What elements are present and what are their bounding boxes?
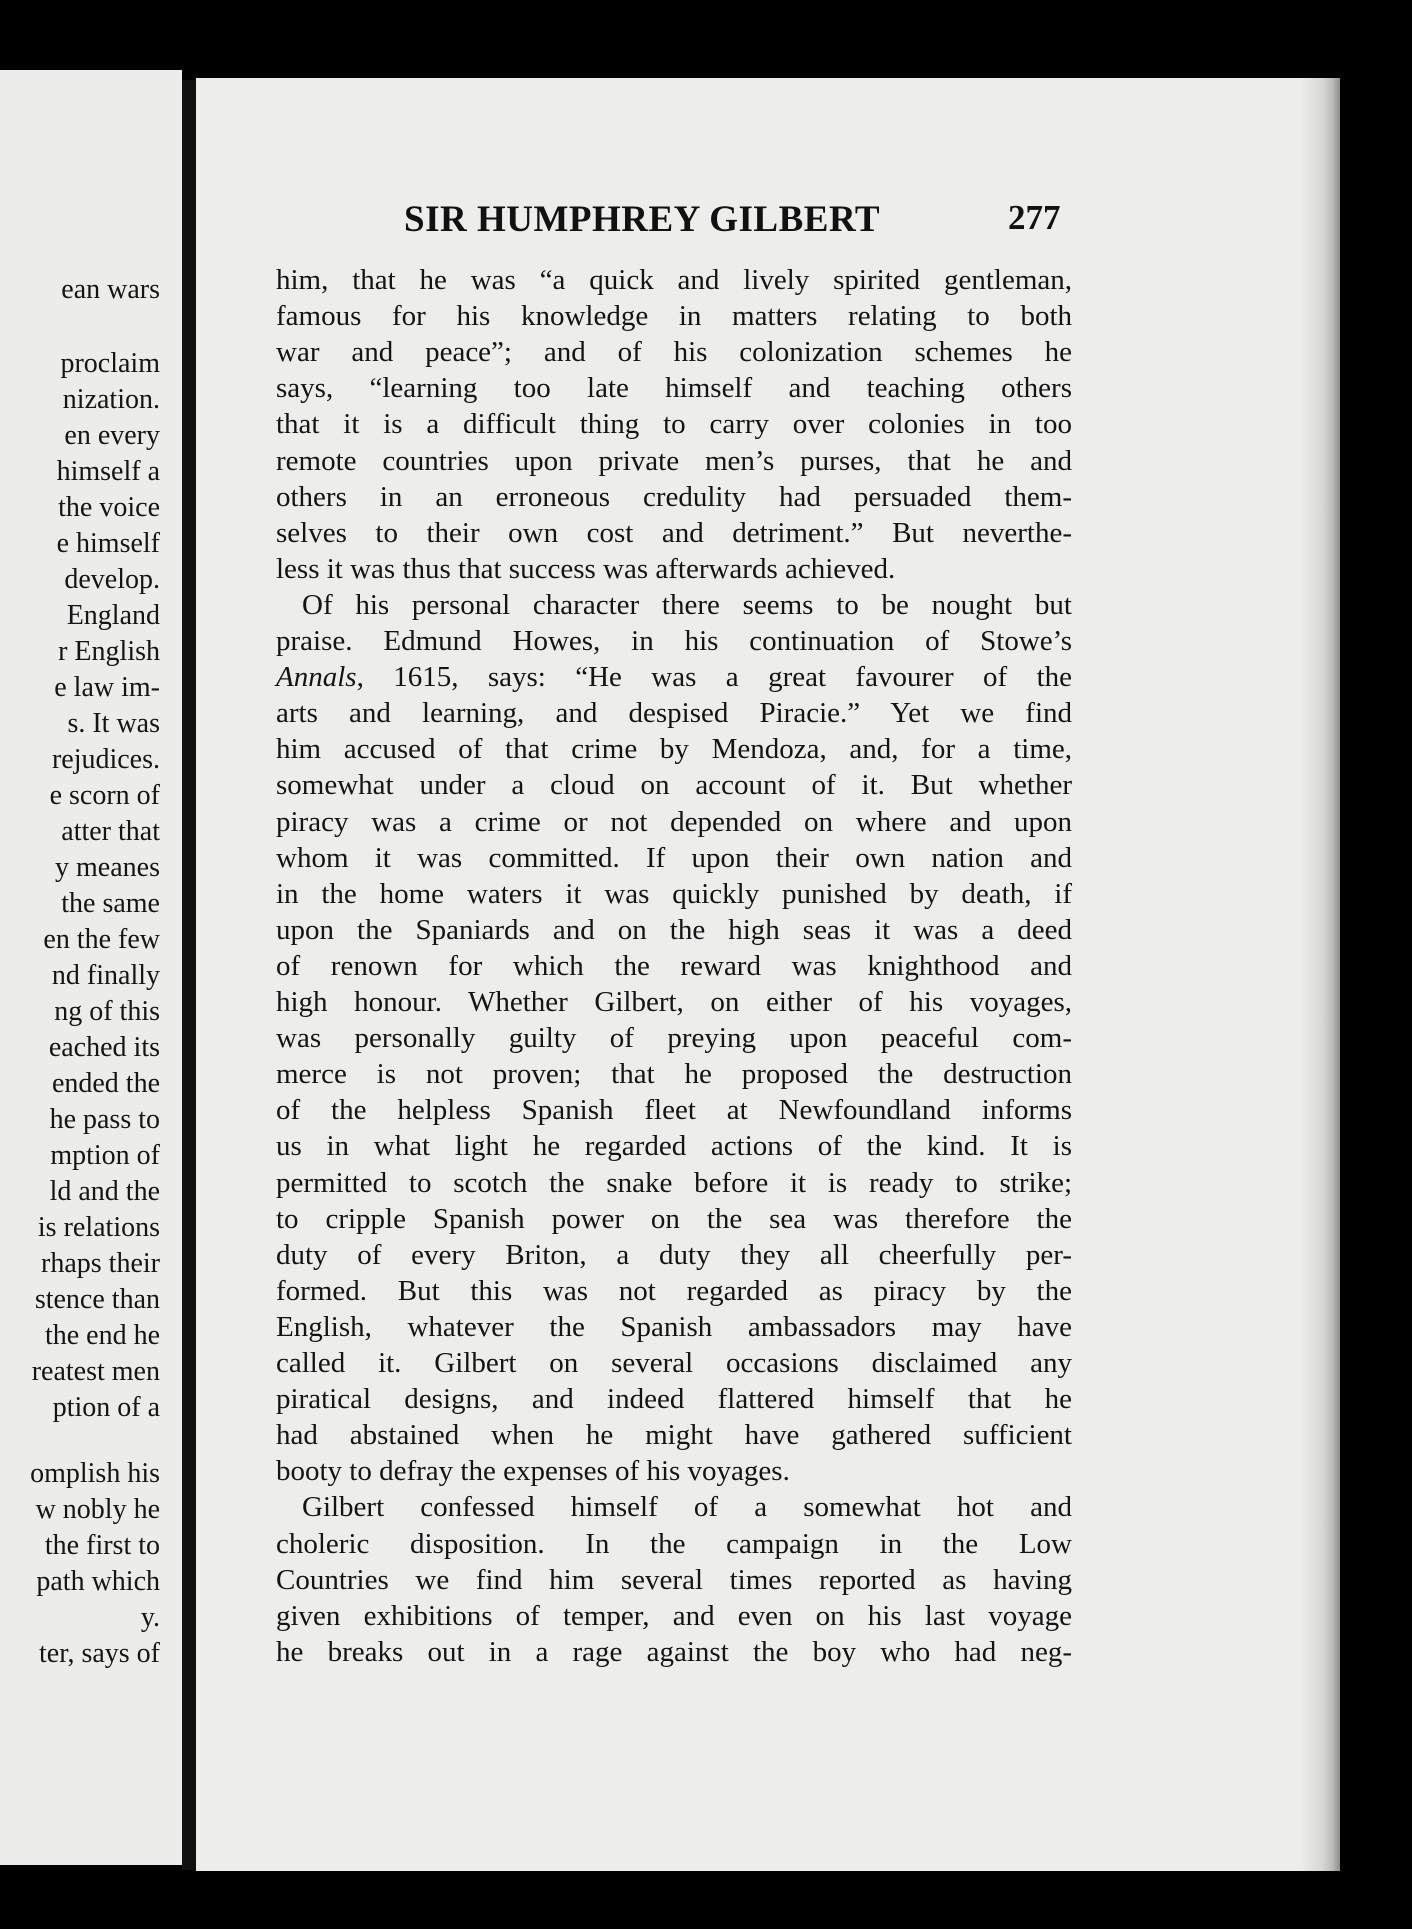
body-line: piracy was a crime or not depended on where and upon [276, 806, 1072, 838]
left-page-line: nization. [62, 384, 160, 415]
left-page-line: England [66, 600, 160, 631]
body-line: merce is not proven; that he proposed the destruction [276, 1058, 1072, 1090]
left-page-line: the same [61, 888, 160, 919]
body-line: high honour. Whether Gilbert, on either of his voyages, [276, 986, 1072, 1018]
body-line: that it is a difficult thing to carry over colonies in too [276, 408, 1072, 440]
body-line: says, “learning too late himself and teaching others [276, 372, 1072, 404]
left-page-line: stence than [34, 1284, 160, 1315]
body-line: of renown for which the reward was knighthood and [276, 950, 1072, 982]
left-page-line: en every [64, 420, 160, 451]
body-line: permitted to scotch the snake before it is ready to strike; [276, 1167, 1072, 1199]
left-page-line: omplish his [30, 1458, 160, 1489]
left-page-line: atter that [61, 816, 160, 847]
body-line: war and peace”; and of his colonization schemes he [276, 336, 1072, 368]
body-line: praise. Edmund Howes, in his continuation of Stowe’s [276, 625, 1072, 657]
left-page-line: himself a [56, 456, 160, 487]
left-page-line: eached its [48, 1032, 160, 1063]
body-line: whom it was committed. If upon their own nation and [276, 842, 1072, 874]
left-page-line: reatest men [31, 1356, 160, 1387]
left-page-fragment [0, 70, 182, 1865]
left-page-line: the end he [44, 1320, 160, 1351]
running-header: SIR HUMPHREY GILBERT [404, 199, 881, 240]
body-line: of the helpless Spanish fleet at Newfoundland informs [276, 1094, 1072, 1126]
body-line: piratical designs, and indeed flattered himself that he [276, 1383, 1072, 1415]
left-page-line: rhaps their [41, 1248, 160, 1279]
body-line: somewhat under a cloud on account of it. But whether [276, 769, 1072, 801]
left-page-line: ended the [51, 1068, 160, 1099]
left-page-line: e law im- [54, 672, 160, 703]
left-page-line: develop. [64, 564, 160, 595]
body-line: he breaks out in a rage against the boy who had neg- [276, 1636, 1072, 1668]
body-line: in the home waters it was quickly punished by death, if [276, 878, 1072, 910]
body-line: given exhibitions of temper, and even on his last voyage [276, 1600, 1072, 1632]
body-line: upon the Spaniards and on the high seas it was a deed [276, 914, 1072, 946]
left-page-line: e scorn of [49, 780, 160, 811]
left-page-line: ng of this [54, 996, 160, 1027]
body-line: called it. Gilbert on several occasions disclaimed any [276, 1347, 1072, 1379]
left-page-line: ean wars [61, 274, 160, 305]
left-page-line: r English [58, 636, 160, 667]
body-line: booty to defray the expenses of his voyages. [276, 1455, 790, 1487]
page-edge-shadow [1300, 78, 1340, 1871]
body-line: to cripple Spanish power on the sea was therefore the [276, 1203, 1072, 1235]
left-page-line: ld and the [49, 1176, 160, 1207]
body-line: duty of every Briton, a duty they all cheerfully per- [276, 1239, 1072, 1271]
body-line: English, whatever the Spanish ambassadors may have [276, 1311, 1072, 1343]
body-line: arts and learning, and despised Piracie.” Yet we find [276, 697, 1072, 729]
left-page-line: w nobly he [35, 1494, 160, 1525]
body-line: us in what light he regarded actions of the kind. It is [276, 1130, 1072, 1162]
left-page-line: rejudices. [51, 744, 160, 775]
left-page-line: proclaim [60, 348, 160, 379]
left-page-line: the voice [58, 492, 160, 523]
left-page-line: path which [36, 1566, 160, 1597]
left-page-line: mption of [50, 1140, 160, 1171]
left-page-line: y. [140, 1602, 160, 1633]
left-page-line: is relations [37, 1212, 160, 1243]
left-page-line: en the few [43, 924, 160, 955]
left-page-line: s. It was [67, 708, 160, 739]
body-line: Of his personal character there seems to be nought but [302, 589, 1072, 621]
left-page-line: ter, says of [39, 1638, 160, 1669]
page-number: 277 [1008, 198, 1061, 237]
left-page-line: he pass to [49, 1104, 160, 1135]
body-line: choleric disposition. In the campaign in the Low [276, 1528, 1072, 1560]
left-page-line: e himself [56, 528, 160, 559]
left-page-line: y meanes [55, 852, 160, 883]
body-line: Gilbert confessed himself of a somewhat hot and [302, 1491, 1072, 1523]
left-page-line: nd finally [51, 960, 160, 991]
body-line: selves to their own cost and detriment.” But neverthe- [276, 517, 1072, 549]
left-page-line: ption of a [52, 1392, 160, 1423]
left-page-line: the first to [44, 1530, 160, 1561]
body-line: Countries we find him several times reported as having [276, 1564, 1072, 1596]
body-line: famous for his knowledge in matters relating to both [276, 300, 1072, 332]
body-line: him accused of that crime by Mendoza, and, for a time, [276, 733, 1072, 765]
body-line: was personally guilty of preying upon peaceful com- [276, 1022, 1072, 1054]
body-line: had abstained when he might have gathered sufficient [276, 1419, 1072, 1451]
body-line: him, that he was “a quick and lively spirited gentleman, [276, 264, 1072, 296]
body-line: formed. But this was not regarded as piracy by the [276, 1275, 1072, 1307]
body-line: others in an erroneous credulity had persuaded them- [276, 481, 1072, 513]
body-line: remote countries upon private men’s purses, that he and [276, 445, 1072, 477]
body-line: Annals, 1615, says: “He was a great favourer of the [276, 661, 1072, 693]
body-line: less it was thus that success was afterwards achieved. [276, 553, 896, 585]
